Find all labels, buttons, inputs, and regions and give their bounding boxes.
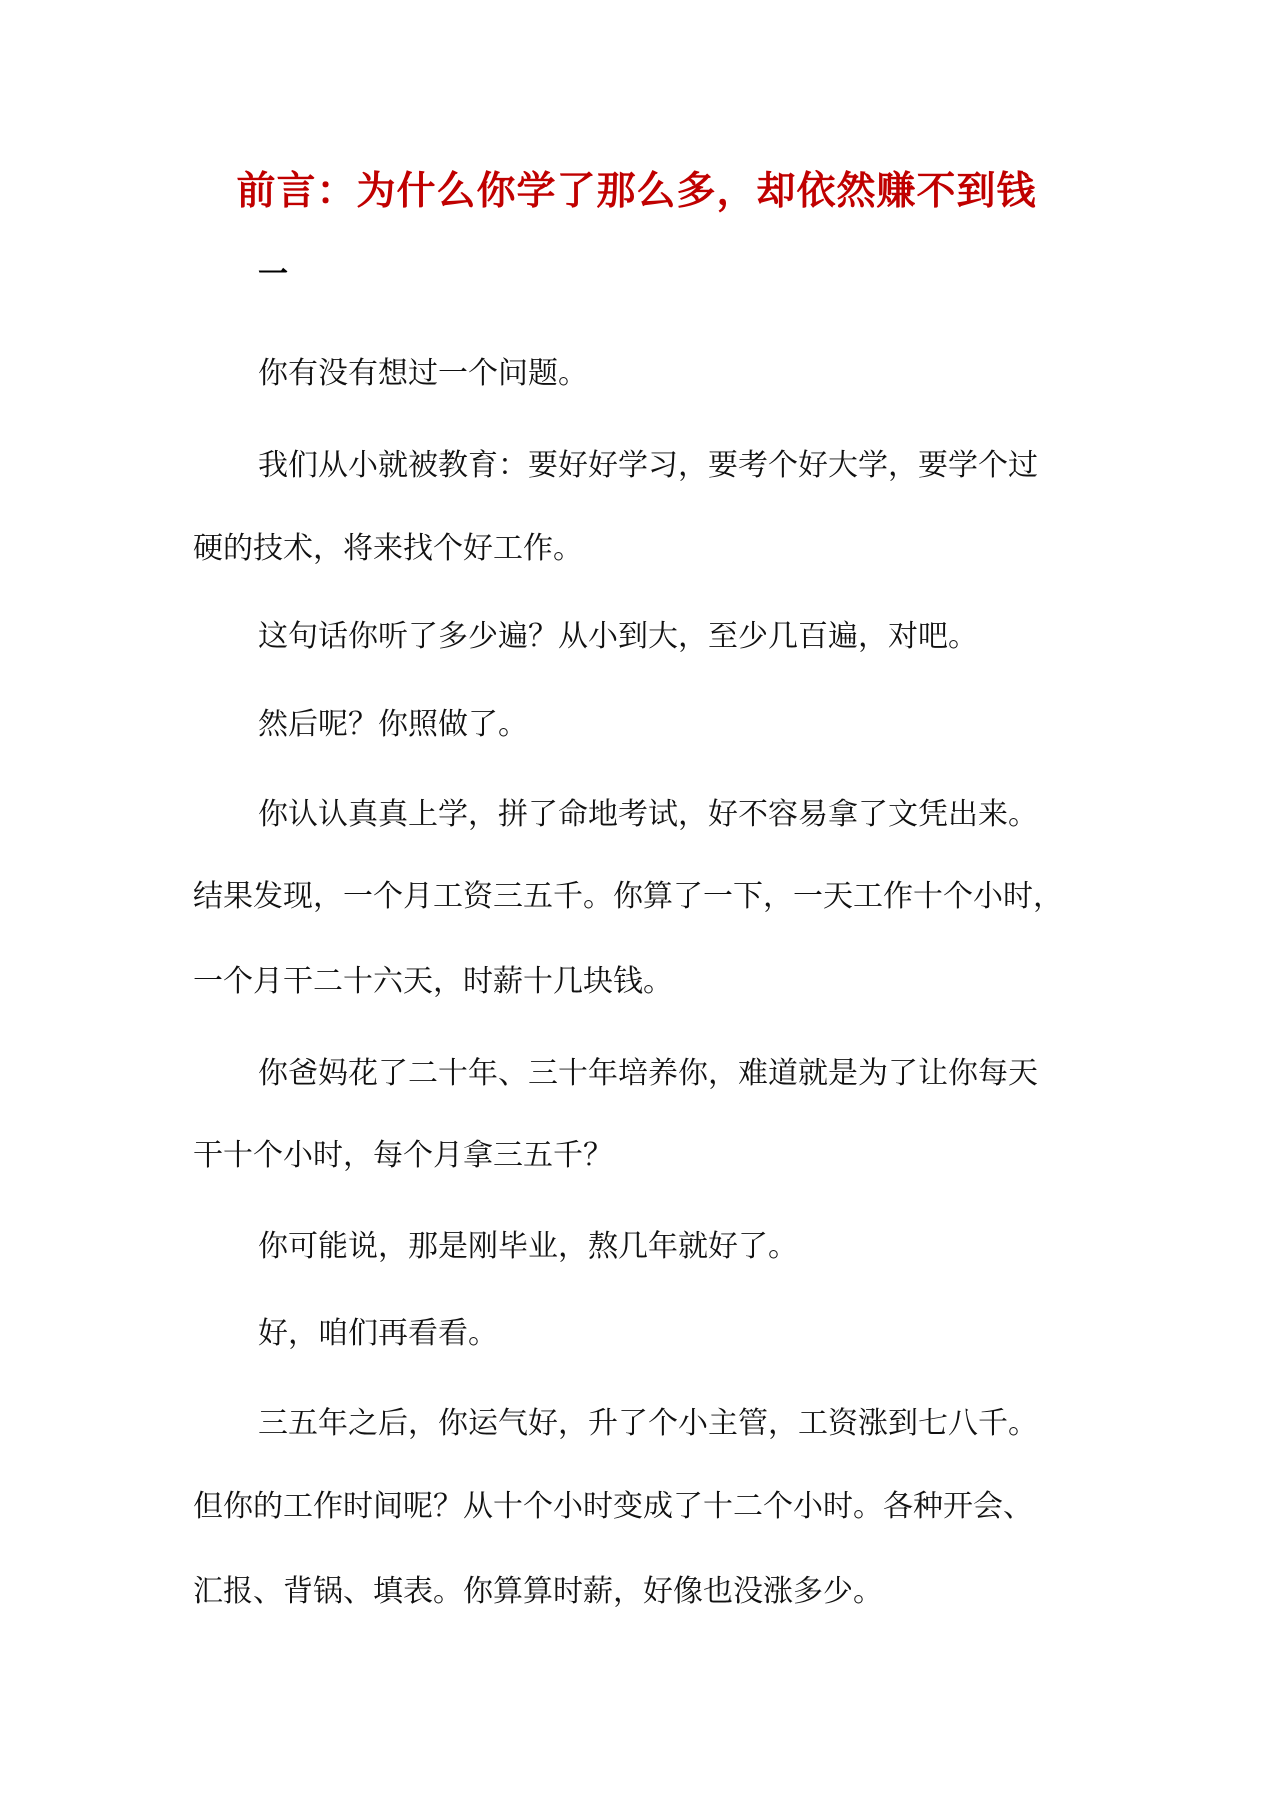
section-number: 一 [258, 257, 288, 292]
paragraph-line: 这句话你听了多少遍？从小到大，至少几百遍，对吧。 [258, 619, 978, 654]
paragraph-line: 你爸妈花了二十年、三十年培养你，难道就是为了让你每天 [258, 1056, 1038, 1091]
paragraph-line: 一个月干二十六天，时薪十几块钱。 [193, 964, 673, 999]
paragraph-line: 然后呢？你照做了。 [258, 707, 528, 742]
paragraph-line: 硬的技术，将来找个好工作。 [193, 531, 583, 566]
paragraph-line: 我们从小就被教育：要好好学习，要考个好大学，要学个过 [258, 448, 1038, 483]
paragraph-line: 干十个小时，每个月拿三五千？ [193, 1138, 613, 1173]
paragraph-line: 你可能说，那是刚毕业，熬几年就好了。 [258, 1229, 798, 1264]
paragraph-line: 三五年之后，你运气好，升了个小主管，工资涨到七八千。 [258, 1406, 1038, 1441]
paragraph-line: 但你的工作时间呢？从十个小时变成了十二个小时。各种开会、 [193, 1489, 1033, 1524]
paragraph-line: 好，咱们再看看。 [258, 1316, 498, 1351]
paragraph-line: 结果发现，一个月工资三五千。你算了一下，一天工作十个小时， [193, 879, 1063, 914]
paragraph-line: 你有没有想过一个问题。 [258, 356, 588, 391]
paragraph-line: 汇报、背锅、填表。你算算时薪，好像也没涨多少。 [193, 1574, 883, 1609]
paragraph-line: 你认认真真上学，拼了命地考试，好不容易拿了文凭出来。 [258, 797, 1038, 832]
chapter-title: 前言：为什么你学了那么多，却依然赚不到钱 [236, 168, 1037, 214]
